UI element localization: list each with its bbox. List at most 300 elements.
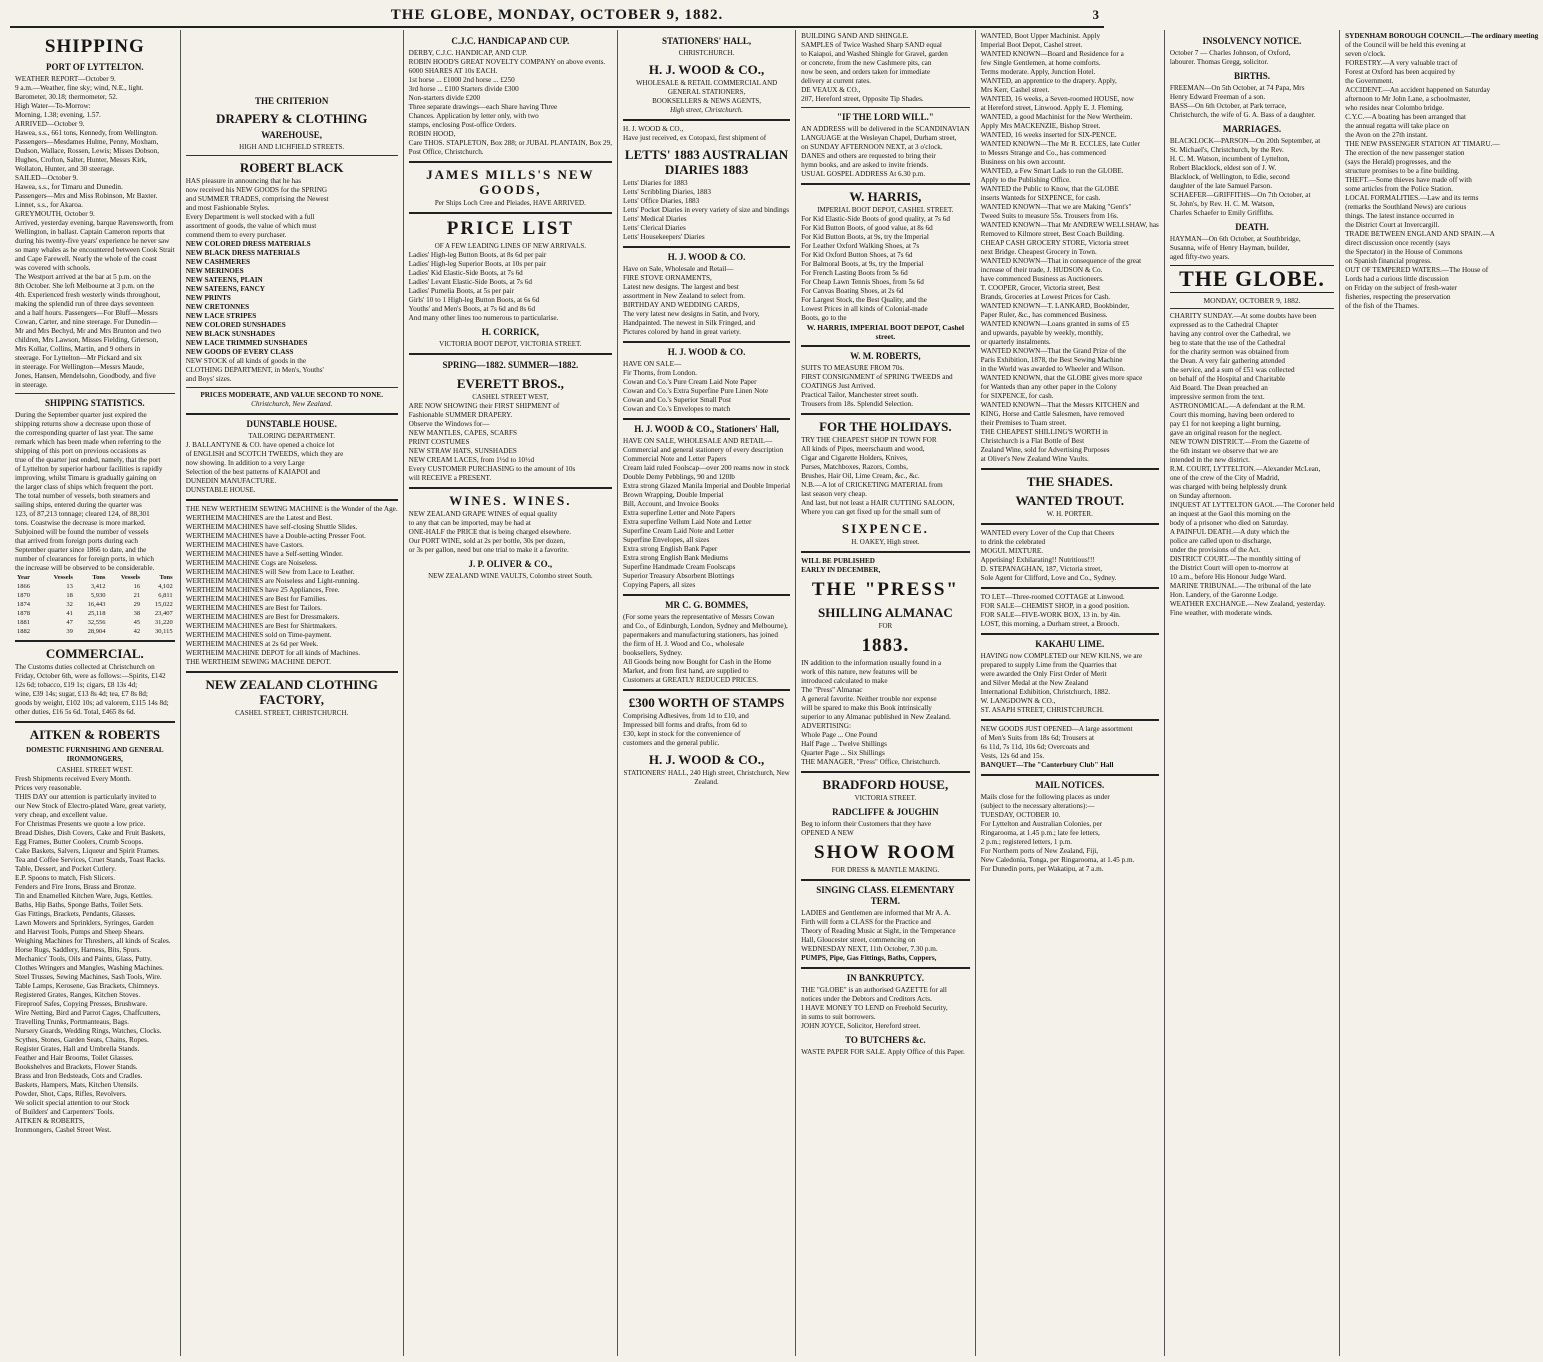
press-line: A general favorite. Neither trouble nor expense: [801, 695, 937, 703]
cjc-line: Non-starters divide £200: [408, 94, 481, 102]
wanted-line: WANTED, Boot Upper Machinist. Apply: [980, 32, 1101, 40]
hall-line: Commercial Note and Letter Papers: [623, 455, 727, 463]
bankruptcy-heading: IN BANKRUPTCY.: [846, 973, 924, 983]
wood-sub3: High street, Christchurch.: [670, 106, 744, 114]
shipping-line: 9 a.m.—Weather, fine sky; wind, N.E., light.: [15, 84, 144, 92]
goods-line: NEW GOODS JUST OPENED—A large assortment: [980, 725, 1133, 733]
wanted-line: CHEAP CASH GROCERY STORE, Victoria street: [980, 239, 1129, 247]
harris-item: For Kid Elastic-Side Boots of good quality, at 7s 6d: [801, 215, 950, 223]
news-line: things. The latest instance occurred in: [1345, 212, 1454, 220]
everett-line: ARE NOW SHOWING their FIRST SHIPMENT of: [408, 402, 560, 410]
warehouse-heading: WAREHOUSE,: [261, 130, 323, 140]
wines-line: to any that can be imported, may be had at: [408, 519, 531, 527]
globe-title: THE GLOBE.: [1170, 265, 1334, 293]
stock-line: CLOTHING DEPARTMENT, in Men's, Youths': [185, 366, 324, 374]
aitken-roberts-ad: [15, 775, 175, 1135]
drapery-item: NEW GOODS OF EVERY CLASS: [185, 348, 294, 356]
aitken-line: Fresh Shipments received Every Month.: [15, 775, 131, 783]
banquet-line: BANQUET—The "Canterbury Club" Hall: [980, 761, 1114, 769]
wertheim-line: WERTHEIM MACHINES will Sew from Lace to Leather.: [185, 568, 355, 576]
news-line: ASTRONOMICAL.—A defendant at the R.M.: [1169, 402, 1305, 410]
statistics-line: tons. Coastwise the decrease is more marked.: [15, 519, 146, 527]
intro-line: now received his NEW GOODS for the SPRING: [185, 186, 328, 194]
bommes-line: the firm of H. J. Wood and Co., wholesale: [623, 640, 745, 648]
letts-intro-line: H. J. WOOD & CO.,: [623, 125, 684, 133]
news-line: of the Council will be held this evening at: [1345, 41, 1466, 49]
marriages-line: SCHAEFER—GRIFFITHS—On 7th October, at: [1169, 191, 1311, 199]
marriages-line: Blacklock, of Wellington, to Edie, second: [1169, 173, 1290, 181]
stamps-line: Impressed bill forms and drafts, from 6d to: [623, 721, 747, 729]
aitken-roberts-heading: AITKEN & ROBERTS: [29, 727, 160, 742]
wertheim-line: WERTHEIM MACHINE Cogs are Noiseless.: [185, 559, 318, 567]
harris-item: For Balmoral Boots, at 9s, try the Imperial: [801, 260, 924, 268]
sale-line: Cowan and Co.'s Extra Superfine Pure Linen Note: [623, 387, 769, 395]
criterion-heading: THE CRITERION: [255, 96, 329, 106]
harris-item: Boots, go to the: [801, 314, 847, 322]
statistics-line: Subjoined will be found the number of vessels: [15, 528, 149, 536]
drapery-item: NEW BLACK DRESS MATERIALS: [185, 249, 300, 257]
wertheim-line: WERTHEIM MACHINES have a Double-acting Presser Foot.: [185, 532, 366, 540]
wertheim-line: WERTHEIM MACHINES are Noiseless and Light-running.: [185, 577, 360, 585]
news-line: on Sunday afternoon.: [1169, 492, 1232, 500]
holidays-line: last season very cheap.: [801, 490, 867, 498]
fern-line: Latest new designs. The largest and best: [623, 283, 739, 291]
wanted-line: Paris Exhibition, 1878, the Best Sewing Machine: [980, 356, 1123, 364]
everett-line: NEW STRAW HATS, SUNSHADES: [408, 447, 517, 455]
statistics-line: shipping of this port on previous occasions as: [15, 447, 147, 455]
cjc-line: ROBIN HOOD'S GREAT NOVELTY COMPANY on above events.: [408, 58, 606, 66]
shipping-line: children, Mrs Lawson, Misses Fielding, Grierson,: [15, 336, 159, 344]
wanted-line: or quarterly instalments.: [980, 338, 1051, 346]
marriages-line: BLACKLOCK—PARSON—On 20th September, at: [1169, 137, 1321, 145]
everett-heading: EVERETT BROS.,: [456, 376, 564, 391]
harris-items: [801, 215, 970, 323]
wanted-line: WANTED KNOWN—That the Grand Prize of the: [980, 347, 1126, 355]
wanted-line: in the World was awarded to Wheeler and Wilson.: [980, 365, 1125, 373]
harris-heading: W. HARRIS,: [849, 189, 922, 204]
insolvency-heading: INSOLVENCY NOTICE.: [1202, 36, 1302, 46]
holidays-line: TRY THE CHEAPEST SHOP IN TOWN FOR: [801, 436, 937, 444]
shipping-line: SAILED—October 9.: [15, 174, 79, 182]
lord-line: hymn books, and are asked to invite friends.: [801, 161, 929, 169]
statistics-line: the increase will be observed to be considerable.: [15, 564, 155, 572]
births-text: [1170, 84, 1334, 120]
news-line: THEFT.—Some thieves have made off with: [1345, 176, 1472, 184]
kakahu-line: International Exhibition, Christchurch, 1882.: [980, 688, 1111, 696]
wertheim-line: WERTHEIM MACHINES are Best for Tailors.: [185, 604, 322, 612]
commercial-line: other duties, £16 5s 6d. Total, £465 8s 6d.: [15, 708, 136, 716]
cjc-line: Chances. Application by letter only, with two: [408, 112, 539, 120]
building-sand-ad: [801, 32, 970, 104]
news-line: pay £1 for not keeping a light burning,: [1169, 420, 1281, 428]
porter-sub: W. H. PORTER.: [1046, 510, 1093, 518]
hall-ad: [623, 437, 790, 590]
aitken-line: Wire Netting, Bird and Parrot Cages, Chaffcutters,: [15, 1009, 161, 1017]
wines-line: or 3s per gallon, need but one trial to make it a favorite.: [408, 546, 569, 554]
wertheim-line: WERTHEIM MACHINES are Best for Dressmakers.: [185, 613, 340, 621]
hall-line: Extra superfine Letter and Note Papers: [623, 509, 735, 517]
sale-line: Cowan and Co.'s Pure Cream Laid Note Paper: [623, 378, 757, 386]
bommes-line: Market, and from first hand, are supplied to: [623, 667, 749, 675]
wanted-line: Imperial Boot Depot, Cashel street.: [980, 41, 1083, 49]
wanted-line: to Messrs Strange and Co., has commenced: [980, 149, 1107, 157]
lord-line: LANGUAGE at the Wesleyan Chapel, Durham street,: [801, 134, 957, 142]
intro-line: and SUMMER TRADES, comprising the Newest: [185, 195, 329, 203]
news-line: expressed as to the Cathedral Chapter: [1169, 321, 1279, 329]
statistics-line: shipping returns show a decrease upon those of: [15, 420, 151, 428]
statistics-line: number of clearances for foreign ports, in which: [15, 555, 154, 563]
aitken-line: Ironmongers, Cashel Street West.: [15, 1126, 112, 1134]
news-line: fisheries, respecting the preservation: [1345, 293, 1451, 301]
news-line: the Dean. A very fair gathering attended: [1169, 357, 1285, 365]
table-row: [15, 609, 175, 618]
wines-line: NEW ZEALAND GRAPE WINES of equal quality: [408, 510, 558, 518]
news-line: DISTRICT COURT.—The monthly sitting of: [1169, 555, 1301, 563]
wanted-line: WANTED KNOWN—Loans granted in sums of £5: [980, 320, 1130, 328]
drapery-item: NEW MERINOES: [185, 267, 244, 275]
mogul-line: Sole Agent for Clifford, Love and Co., Sydney.: [980, 574, 1117, 582]
press-line: Whole Page ... One Pound: [801, 731, 878, 739]
table-cell: 25,118: [87, 610, 106, 617]
wood-heading: H. J. WOOD & CO.,: [648, 62, 765, 77]
hall-line: Superfine Cream Laid Note and Letter: [623, 527, 734, 535]
singing-ad: [801, 909, 970, 954]
sand-line: or concrete, from the new Cashmere pits, can: [801, 59, 932, 67]
news-line: the District Court at Invercargill.: [1345, 221, 1440, 229]
news-line: of the fish of the Thames.: [1345, 302, 1419, 310]
aitken-line: Lawn Mowers and Sprinklers, Syringes, Garden: [15, 919, 154, 927]
news-line: TRADE BETWEEN ENGLAND AND SPAIN.—A: [1345, 230, 1495, 238]
wanted-line: WANTED KNOWN, that the GLOBE gives more space: [980, 374, 1143, 382]
news-line: one of the crew of the City of Madrid,: [1169, 474, 1280, 482]
fern-line: Pictures colored by hand in great variety.: [623, 328, 741, 336]
table-cell: Year: [17, 574, 30, 581]
wanted-line: WANTED KNOWN—Board and Residence for a: [980, 50, 1124, 58]
wertheim-ad: [186, 505, 398, 667]
spring-summer: SPRING—1882. SUMMER—1882.: [442, 360, 579, 370]
news-line: (remarks the Southland News) are curious: [1345, 203, 1467, 211]
sand-line: now be seen, and orders taken for immediate: [801, 68, 931, 76]
death-text: [1170, 235, 1334, 262]
column-7: [1165, 30, 1340, 1356]
drapery-item: NEW BLACK SUNSHADES: [185, 330, 276, 338]
shipping-statistics-text: [15, 411, 175, 573]
table-cell: 45: [133, 619, 141, 626]
trout-heading: WANTED TROUT.: [1015, 493, 1125, 508]
singing-line: WEDNESDAY NEXT, 11th October, 7.30 p.m.: [801, 945, 938, 953]
statistics-line: the corresponding quarter of last year. The same: [15, 429, 154, 437]
shipping-line: making the splendid run of three days seventeen: [15, 300, 154, 308]
mail-line: For Lyttelton and Australian Colonies, per: [980, 820, 1103, 828]
news-line: the Government.: [1345, 77, 1394, 85]
sand-line: to Kaiapoi, and Washed Shingle for Gravel, garden: [801, 50, 948, 58]
wines-ad: [409, 510, 612, 555]
table-cell: Vessels: [120, 574, 141, 581]
harris-item: For Largest Stock, the Best Quality, and the: [801, 296, 927, 304]
mail-line: TUESDAY, OCTOBER 10.: [980, 811, 1061, 819]
wanted-line: their Premises to Tuam street.: [980, 419, 1067, 427]
news-line: intended in the new district.: [1169, 456, 1250, 464]
table-row: [15, 627, 175, 636]
aitken-line: Steel Trusses, Sewing Machines, Sash Tools, Wire.: [15, 973, 162, 981]
fern-line: The very latest new designs in Satin, and Ivory,: [623, 310, 760, 318]
shipping-heading: SHIPPING: [44, 36, 145, 57]
statistics-line: true of the quarter just ended, namely, that the port: [15, 456, 161, 464]
marriages-line: H. C. M. Watson, incumbent of Lyttelton,: [1169, 155, 1290, 163]
table-cell: 1874: [17, 601, 30, 608]
news-line: THE NEW PASSENGER STATION AT TIMARU.—: [1345, 140, 1500, 148]
news-line: Forest at Oxford has been acquired by: [1345, 68, 1455, 76]
news-line: the 6th instant we observe that we are: [1169, 447, 1279, 455]
table-cell: 1881: [17, 619, 30, 626]
statistics-line: the larger class of ships which frequent the port.: [15, 483, 154, 491]
news-line: Aid Board. The Dean preached an: [1169, 384, 1268, 392]
wertheim-line: THE NEW WERTHEIM SEWING MACHINE is the Wonder of the Age.: [185, 505, 398, 513]
wanted-line: Brands, Groceries at Lowest Prices for Cash.: [980, 293, 1111, 301]
drapery-item: NEW LACE TRIMMED SUNSHADES: [185, 339, 308, 347]
news-line: police are called upon to discharge,: [1169, 537, 1272, 545]
news-line: on Spanish financial progress.: [1345, 257, 1432, 265]
aitken-line: Bookshelves and Brackets, Flower Stands.: [15, 1063, 138, 1071]
table-cell: 29: [133, 601, 141, 608]
death-line: aged fifty-two years.: [1169, 253, 1230, 261]
wanted-line: WANTED KNOWN—The Mr R. ECCLES, late Cutler: [980, 140, 1140, 148]
wanted-line: inserts Wanteds for SIXPENCE, for cash.: [980, 194, 1101, 202]
everett-line: Every CUSTOMER PURCHASING to the amount of 10s: [408, 465, 576, 473]
aitken-line: Bread Dishes, Dish Covers, Cake and Fruit Baskets,: [15, 829, 166, 837]
statistics-table: [15, 573, 175, 636]
drapery-item: NEW COLORED SUNSHADES: [185, 321, 286, 329]
commercial-heading: COMMERCIAL.: [45, 646, 144, 661]
holidays-line: N.B.—A lot of CRICKETING MATERIAL from: [801, 481, 943, 489]
sand-line: BUILDING SAND AND SHINGLE.: [801, 32, 909, 40]
aitken-line: Cake Baskets, Salvers, Liqueur and Spirit Frames.: [15, 847, 160, 855]
bommes-heading: MR C. G. BOMMES,: [665, 600, 749, 610]
letts-item: Letts' Scribbling Diaries, 1883: [623, 188, 711, 196]
column-1: [10, 30, 181, 1356]
sand-line: delivery at current rates.: [801, 77, 871, 85]
cjc-line: Three separate drawings—each Share having Three: [408, 103, 558, 111]
nz-clothing-factory-heading: NEW ZEALAND CLOTHING FACTORY,: [205, 677, 378, 707]
price-list-heading: PRICE LIST: [446, 218, 574, 239]
criterion-address: HIGH AND LICHFIELD STREETS.: [239, 143, 345, 151]
wanted-line: WANTED KNOWN—T. LANKARD, Bookbinder,: [980, 302, 1130, 310]
table-row: [15, 573, 175, 582]
aitken-line: Registered Grates, Ranges, Kitchen Stoves.: [15, 991, 141, 999]
news-line: under the provisions of the Act.: [1169, 546, 1261, 554]
wanted-line: Apply Mrs MACKENZIE, Bishop Street.: [980, 122, 1101, 130]
press-line: superior to any Almanac published in New Zealand.: [801, 713, 951, 721]
press-line: The "Press" Almanac: [801, 686, 863, 694]
fern-line: assortment in New Zealand to select from.: [623, 292, 745, 300]
cjc-line: Care THOS. STAPLETON, Box 288; or JUBAL PLANTAIN, Box 29,: [408, 139, 613, 147]
shipping-statistics-table: [15, 573, 175, 636]
singing-line: Firth will form a CLASS for the Practice and: [801, 918, 931, 926]
stationers-hall-heading: STATIONERS' HALL,: [661, 36, 752, 46]
more-ads: [981, 593, 1159, 629]
letts-intro: [623, 125, 790, 143]
holidays-line: Purses, Matchboxes, Razors, Combs,: [801, 463, 908, 471]
price-item: Ladies' High-leg Superior Boots, at 10s per pair: [408, 260, 547, 268]
shipping-line: Hawea, s.s., for Timaru and Dunedin.: [15, 183, 123, 191]
ad-line: FOR SALE—FIVE-WORK BOX, 13 in. by 4in.: [980, 611, 1121, 619]
wanted-line: have commenced Business as Auctioneers.: [980, 275, 1104, 283]
kakahu-line: were awarded the Only First Order of Merit: [980, 670, 1107, 678]
holidays-line: Brushes, Hair Oil, Lime Cream, &c., &c.: [801, 472, 920, 480]
price-item: Ladies' Kid Elastic-Side Boots, at 7s 6d: [408, 269, 523, 277]
shipping-line: Arrived, yesterday evening, barque Ravensworth, from: [15, 219, 174, 227]
harris-item: For French Lasting Boots from 5s 6d: [801, 269, 908, 277]
mail-line: New Caledonia, Tonga, per Ringarooma, at 1.45 p.m.: [980, 856, 1135, 864]
news-line: LOCAL FORMALITIES.—Law and its terms: [1345, 194, 1479, 202]
news-line: the Avon on the 27th instant.: [1345, 131, 1428, 139]
butchers-heading: TO BUTCHERS &c.: [845, 1035, 926, 1045]
news-line: beg to state that the use of the Cathedral: [1169, 339, 1286, 347]
hall-line: Extra strong Glazed Manila Imperial and Double Imperial: [623, 482, 791, 490]
statistics-line: that arrived from foreign ports during each: [15, 537, 138, 545]
roberts-line: SUITS TO MEASURE FROM 70s.: [801, 364, 905, 372]
james-mills-heading: JAMES MILLS'S NEW GOODS,: [426, 167, 595, 197]
marriages-line: St. Michael's, Christchurch, by the Rev.: [1169, 146, 1284, 154]
statistics-line: September quarter since 1866 to date, and the: [15, 546, 147, 554]
wanted-line: increase of their trade, J. HUDSON & Co.: [980, 266, 1103, 274]
bommes-line: papermakers and manufacturing stationers, has joined: [623, 631, 778, 639]
robert-black-stock: [186, 357, 398, 384]
hall-line: Extra superfine Vellum Laid Note and Letter: [623, 518, 752, 526]
press-intro: [801, 557, 970, 575]
fern-heading: H. J. WOOD & CO.: [667, 252, 746, 262]
globe-date: MONDAY, OCTOBER 9, 1882.: [1203, 296, 1301, 305]
james-mills-sub: Per Ships Loch Cree and Pleiades, HAVE ARRIVED.: [434, 199, 586, 207]
bankruptcy-line: notices under the Debtors and Creditors Acts.: [801, 995, 932, 1003]
statistics-line: improving, whilst Timaru is gradually gaining on: [15, 474, 157, 482]
aitken-line: of Builders' and Carpenters' Tools.: [15, 1108, 115, 1116]
news-line: (says the Herald) progresses, and the: [1345, 158, 1451, 166]
wood-sub: WHOLESALE & RETAIL COMMERCIAL AND GENERAL STATIONERS,: [635, 79, 778, 96]
sale-ad: [623, 360, 790, 414]
roberts-line: FIRST CONSIGNMENT of SPRING TWEEDS and: [801, 373, 953, 381]
stamps-line: Comprising Adhesives, from 1d to £10, and: [623, 712, 749, 720]
shipping-line: 4th. Experienced fresh westerly winds throughout,: [15, 291, 161, 299]
births-heading: BIRTHS.: [1234, 71, 1270, 81]
commercial-line: 12s 6d; tobacco, £19 1s; cigars, £8 13s 4d;: [15, 681, 138, 689]
shipping-line: Morning, 1.38; evening, 1.57.: [15, 111, 101, 119]
bankruptcy-ad: [801, 986, 970, 1031]
news-line: FORESTRY.—A very valuable tract of: [1345, 59, 1458, 67]
news-line: structure promises to be a fine building.: [1345, 167, 1460, 175]
mail-notices: [981, 793, 1159, 874]
holidays-line: Cigar and Cigarette Holders, Knives,: [801, 454, 908, 462]
shipping-line: Cowan, Carter, and nine steerage. For Dunedin—: [15, 318, 158, 326]
intro-line: HAS pleasure in announcing that he has: [185, 177, 302, 185]
letts-item: Letts' Medical Diaries: [623, 215, 687, 223]
hall-line: Superior Treasury Absorbent Blottings: [623, 572, 735, 580]
news-line: CHARITY SUNDAY.—At some doubts have been: [1169, 312, 1317, 320]
oakey-sub: H. OAKEY, High street.: [851, 538, 920, 546]
letts-heading: LETTS' 1883 AUSTRALIAN DIARIES 1883: [624, 147, 789, 177]
pumps-line: PUMPS, Pipe, Gas Fittings, Baths, Coppers,: [801, 954, 937, 962]
shipping-line: steerage. For Lyttelton—Mr Pickard and six: [15, 354, 142, 362]
shipping-line: Wollaton, Hunter, and 30 steerage.: [15, 165, 115, 173]
kakahu-line: W. LANGDOWN & CO.,: [980, 697, 1056, 705]
robert-black-intro: [186, 177, 398, 240]
wanted-line: Christchurch is a Flat Bottle of Best: [980, 437, 1085, 445]
shipping-line: was covered with schools.: [15, 264, 91, 272]
news-text: [1170, 312, 1334, 618]
hall-line: Superfine Envelopes, all sizes: [623, 536, 710, 544]
news-line: an inquest at the Gaol this morning on the: [1169, 510, 1291, 518]
harris-item: For Kid Oxford Button Shoes, at 7s 6d: [801, 251, 913, 259]
stationers-hall-sub: CHRISTCHURCH.: [678, 49, 735, 57]
hall-line: Copying Papers, all sizes: [623, 581, 696, 589]
stamps-ad: [623, 712, 790, 748]
wanted-line: Zealand Wine, sold for Advertising Purposes: [980, 446, 1110, 454]
marriages-line: Charles Schaefer to Emily Griffiths.: [1169, 209, 1274, 217]
aitken-line: and Harvest Tools, Pumps and Sheep Shears.: [15, 928, 145, 936]
goods-ad: [981, 725, 1159, 761]
hall-line: Extra strong English Bank Paper: [623, 545, 718, 553]
press-line: Quarter Page ... Six Shillings: [801, 749, 885, 757]
wines-line: ONE-HALF the PRICE that is being charged elsewhere.: [408, 528, 572, 536]
masthead: [10, 4, 1104, 28]
press-line: Half Page ... Twelve Shillings: [801, 740, 887, 748]
hall-heading: H. J. WOOD & CO., Stationers' Hall,: [634, 424, 779, 434]
bommes-line: Customers at GREATLY REDUCED PRICES.: [623, 676, 759, 684]
drapery-item: NEW SATEENS, FANCY: [185, 285, 265, 293]
table-cell: 31,220: [154, 619, 173, 626]
sale-line: Cowan and Co.'s Envelopes to match: [623, 405, 731, 413]
insolvency-line: labourer. Thomas Gregg, solicitor.: [1169, 58, 1269, 66]
intro-line: commend them to every purchaser.: [185, 231, 287, 239]
holidays-line: All kinds of Pipes, meerschaum and wood,: [801, 445, 925, 453]
sale-line: Cowan and Co.'s Superior Small Post: [623, 396, 731, 404]
dunstable-house-heading: DUNSTABLE HOUSE.: [246, 419, 337, 429]
table-cell: 6,811: [158, 592, 173, 599]
table-cell: 3,412: [90, 583, 106, 590]
intro-line: Every Department is well stocked with a full: [185, 213, 315, 221]
table-cell: 15,022: [154, 601, 173, 608]
drapery-item: NEW SATEENS, PLAIN: [185, 276, 263, 284]
death-line: HAYMAN—On 6th October, at Southbridge,: [1169, 235, 1301, 243]
news-line: seven o'clock.: [1345, 50, 1386, 58]
wanted-line: WANTED KNOWN—That we are Making "Gent's": [980, 203, 1132, 211]
radcliffe-line: Beg to inform their Customers that they have: [801, 820, 932, 828]
corrick-sub: VICTORIA BOOT DEPOT, VICTORIA STREET.: [439, 340, 582, 348]
shipping-line: in steerage.: [15, 381, 48, 389]
lord-line: DANES and others are requested to bring their: [801, 152, 936, 160]
news-line: gave an original reason for the neglect.: [1169, 429, 1282, 437]
price-item: Ladies' Levant Elastic-Side Boots, at 7s 6d: [408, 278, 532, 286]
news-line: ACCIDENT.—An accident happened on Saturday: [1345, 86, 1491, 94]
letts-intro-line: Have just received, ex Cotopaxi, first shipment of: [623, 134, 767, 142]
stamps-line: £30, kept in stock for the convenience of: [623, 730, 741, 738]
table-cell: 23,407: [154, 610, 173, 617]
kakahu-line: prepared to supply Lime from the Quarries that: [980, 661, 1117, 669]
singing-line: LADIES and Gentlemen are informed that Mr A. A.: [801, 909, 951, 917]
kakahu-line: HAVING now COMPLETED our NEW KILNS, we are: [980, 652, 1143, 660]
roberts-ad: [801, 364, 970, 409]
ballantyne-line: J. BALLANTYNE & CO. have opened a choice lot: [185, 441, 335, 449]
bankruptcy-line: JOHN JOYCE, Solicitor, Hereford street.: [801, 1022, 921, 1030]
shipping-line: Mrs Kollar, Collins, Martin, and 9 others in: [15, 345, 141, 353]
shipping-line: Hughes, Crofton, Salter, Hunter, Messrs Kirk,: [15, 156, 147, 164]
cjc-line: 1st horse ... £1000 2nd horse ... £250: [408, 76, 515, 84]
cjc-heading: C.J.C. HANDICAP AND CUP.: [451, 36, 570, 46]
robert-black-items: [186, 240, 398, 357]
news-line: afternoon to Mr John Lane, a schoolmaster,: [1345, 95, 1471, 103]
wanted-line: WANTED KNOWN—That Mr ANDREW WELLSHAW, has: [980, 221, 1159, 229]
fern-line: Have on Sale, Wholesale and Retail—: [623, 265, 734, 273]
